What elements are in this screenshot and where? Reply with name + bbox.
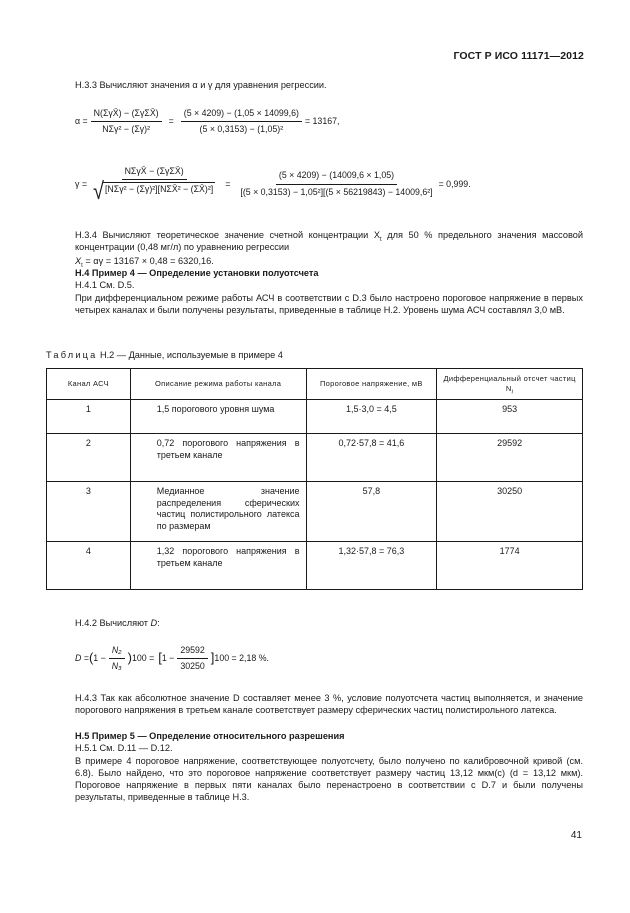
table-caption: Таблица Н.2 — Данные, используемые в примере 4 [46, 350, 283, 360]
paragraph-h42: Н.4.2 Вычисляют D: [75, 618, 160, 628]
alpha-denominator-values: (5 × 0,3153) − (1,05)² [199, 124, 284, 135]
d-result: 100 = 2,18 %. [214, 653, 269, 664]
alpha-formula: α = $\frac{\text{N(ΣγX̄) − (ΣγΣX̄)}}{\text{NΣγ² − (Σγ)²}}$ = $\frac{(5 \times 4209) - (1,05 \times 14099,6)}{\text{(5 × 0,3153) − (1,05)²}}$ = 13167, [75, 108, 340, 135]
gamma-formula: γ = NΣγX̄ − (ΣγΣX̄) √ [NΣγ² − (Σγ)²][NΣX̄² − (ΣX̄)²] = $\frac{(5 \times 4209) - (14009,6 \times 1,05)}{\text{[(5 × 0,3153) − 1,05²][(5 × 56219843) − 14009,6²]}}$ = 0,999. [75, 166, 471, 206]
paragraph-h43: Н.4.3 Так как абсолютное значение D составляет менее 3 %, условие полуотсчета частиц выполняется, и значение порогового напряжения в третьем канале соответствует размеру сферических частиц полистирольного латекса. [75, 693, 583, 715]
alpha-fraction-symbolic [91, 108, 162, 136]
alpha-fraction-numeric [181, 108, 302, 136]
d-formula: D = ( 1 − $\frac{\text{N₂}}{\text{N₃}}$ ) 100 = [ 1 − $\frac{29592}{30250}$ ] 100 = 2,18 %. [75, 645, 269, 672]
paragraph-h41-body: При дифференциальном режиме работы АСЧ в соответствии с D.3 было настроено пороговое напряжение в первых четырех каналах и были получены результаты, приведенные в таблице Н.2. Уровень шума АСЧ составлял 3,0 мВ. [75, 293, 583, 315]
gamma-numerator: NΣγX̄ − (ΣγΣX̄) [122, 166, 187, 180]
table-row: 1 1,5 порогового уровня шума 1,5·3,0 = 4,5 953 [47, 400, 583, 434]
alpha-result: = 13167, [304, 116, 340, 127]
table-row: 3 Медианное значение распределения сферических частиц полистирольного латекса по размерам 57,8 30250 [47, 482, 583, 542]
d-multiplier: 100 = [131, 653, 155, 664]
d-ratio-numeric: $\frac{29592}{30250}$ [177, 645, 207, 673]
paragraph-h34: Н.3.4 Вычисляют теоретическое значение счетной концентрации $X_t$ для 50 % предельного значения массовой концентрации (0,48 мг/л) по уравнению регрессии [75, 230, 583, 252]
equation-xt: $X_t = \alpha\gamma = 13167 \times 0,48 = 6320,16$. [75, 256, 214, 269]
section-title-h4: Н.4 Пример 4 — Определение установки полуотсчета [75, 268, 319, 278]
gamma-fraction-symbolic [90, 166, 218, 206]
paragraph-h41: Н.4.1 См. D.5. [75, 280, 135, 290]
paragraph-h33: Н.3.3 Вычисляют значения α и γ для уравнения регрессии. [75, 80, 327, 90]
paragraph-h51-body: В примере 4 пороговое напряжение, соответствующее полуотсчету, было получено по калибровочной кривой (см. 6.8). Было найдено, что это пороговое напряжение соответствует размеру частиц 13,12 мкм(с) (d = 13,12 мкм). Пороговое напряжение в первых пяти каналах было перенастроено в соответствии с D.7 и были получены результаты, приведенные в таблице Н.3. [75, 756, 583, 802]
gamma-denominator: [NΣγ² − (Σγ)²][NΣX̄² − (ΣX̄)²] [103, 182, 215, 202]
data-table [46, 368, 583, 590]
table-header-row [47, 369, 583, 400]
page-number: 41 [570, 830, 582, 841]
header-threshold: Пороговое напряжение, мВ [306, 369, 437, 400]
table-row: 2 0,72 порогового напряжения в третьем канале 0,72·57,8 = 41,6 29592 [47, 434, 583, 482]
header-description: Описание режима работы канала [130, 369, 306, 400]
gamma-denominator-root [90, 179, 218, 206]
paragraph-h51: Н.5.1 См. D.11 — D.12. [75, 743, 173, 753]
gamma-lhs: γ = [75, 178, 87, 189]
gamma-numerator-values: (5 × 4209) − (14009,6 × 1,05) [276, 170, 397, 184]
square-root-icon: √ [92, 179, 104, 206]
gamma-fraction-numeric [237, 170, 435, 198]
alpha-lhs: α = [75, 116, 88, 127]
d-lhs: D = [75, 653, 89, 664]
d-one-minus-numeric: 1 − [161, 653, 175, 664]
d-one-minus: 1 − [93, 653, 106, 664]
alpha-numerator-values: (5 × 4209) − (1,05 × 14099,6) [181, 108, 302, 122]
d-ratio-symbolic: $\frac{\text{N₂}}{\text{N₃}}$ [109, 645, 125, 673]
alpha-denominator: NΣγ² − (Σγ)² [102, 124, 151, 135]
gamma-denominator-values: [(5 × 0,3153) − 1,05²][(5 × 56219843) − 14009,6²] [240, 186, 433, 197]
alpha-numerator: N(ΣγX̄) − (ΣγΣX̄) [91, 108, 162, 122]
header-count: Дифференциальный отсчет частиц $N_i$ [437, 369, 583, 400]
document-id: ГОСТ Р ИСО 11171—2012 [453, 50, 584, 62]
gamma-result: = 0,999. [438, 178, 471, 189]
header-channel: Канал АСЧ [47, 369, 131, 400]
section-title-h5: Н.5 Пример 5 — Определение относительного разрешения [75, 731, 345, 741]
table-row: 4 1,32 порогового напряжения в третьем канале 1,32·57,8 = 76,3 1774 [47, 542, 583, 590]
